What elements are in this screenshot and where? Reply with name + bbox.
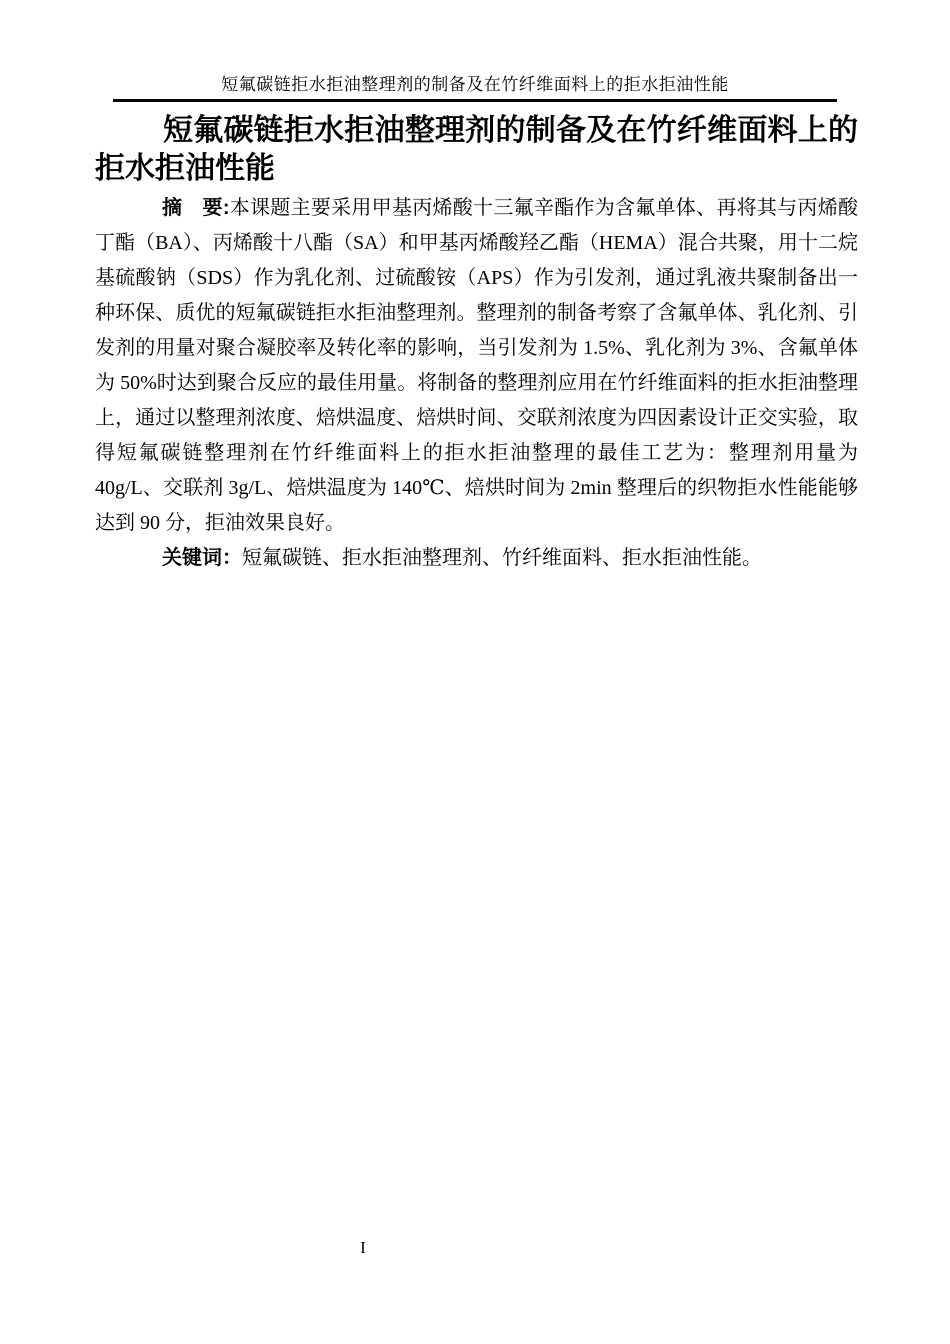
keywords-paragraph xyxy=(95,541,858,576)
abstract-paragraph xyxy=(95,191,858,541)
keywords-label: 关键词： xyxy=(162,547,242,569)
running-header: 短氟碳链拒水拒油整理剂的制备及在竹纤维面料上的拒水拒油性能 xyxy=(221,75,729,94)
abstract-label: 摘 要: xyxy=(162,197,230,219)
abstract-text: 本课题主要采用甲基丙烯酸十三氟辛酯作为含氟单体、再将其与丙烯酸丁酯（BA）、丙烯酸十八酯（SA）和甲基丙烯酸羟乙酯（HEMA）混合共聚，用十二烷基硫酸钠（SDS）作为乳化剂、过硫酸铵（APS）作为引发剂，通过乳液共聚制备出一种环保、质优的短氟碳链拒水拒油整理剂。整理剂的制备考察了含氟单体、乳化剂、引发剂的用量对聚合凝胶率及转化率的影响，当引发剂为 1.5%、乳化剂为 3%、含氟单体为 50%时达到聚合反应的最佳用量。将制备的整理剂应用在竹纤维面料的拒水拒油整理上，通过以整理剂浓度、焙烘温度、焙烘时间、交联剂浓度为四因素设计正交实验，取得短氟碳链整理剂在竹纤维面料上的拒水拒油整理的最佳工艺为：整理剂用量为 40g/L、交联剂 3g/L、焙烘温度为 140℃、焙烘时间为 2min 整理后的织物拒水性能能够达到 90 分，拒油效果良好。 xyxy=(95,197,858,534)
page-number: I xyxy=(360,1238,366,1257)
document-title: 短氟碳链拒水拒油整理剂的制备及在竹纤维面料上的拒水拒油性能 xyxy=(95,114,858,185)
header-rule xyxy=(113,99,837,102)
keywords-text: 短氟碳链、拒水拒油整理剂、竹纤维面料、拒水拒油性能。 xyxy=(242,547,762,569)
